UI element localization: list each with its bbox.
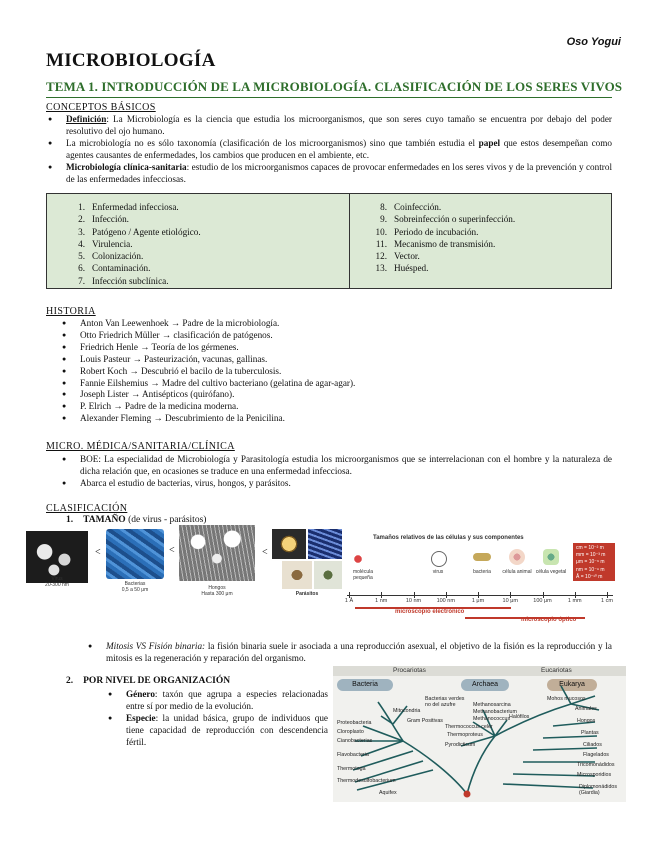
size-comparison-figure [26,531,346,631]
bacteria-label: Bacterias [124,581,146,587]
term-number: 4. [78,238,85,249]
term-number: 11. [375,238,387,249]
scale-title: Tamaños relativos de las células y sus componentes [373,535,524,541]
tree-label: Microsporidios [577,772,612,778]
eucariotas-label: Eucariotas [541,667,572,674]
scale-tick-label: 10 nm [405,598,422,604]
term-item [363,262,515,274]
optical-microscope-label: microscopio óptico [521,617,577,623]
tree-label: Tricomonádidos [577,762,615,768]
term-item [363,238,515,250]
virus-label: Virus [51,576,63,582]
parasite-caption: Parásitos [295,591,319,597]
history-item: ● Alexander Fleming → Descubrimiento de la Penicilina. [60,413,600,425]
tree-label: Thermotoga [337,766,366,772]
fungi-label: Hongos [208,585,226,591]
tree-label: Plantas [581,730,599,736]
term-text: Vector. [394,251,420,262]
author-name: Oso Yogui [566,36,621,48]
animal-cell-icon [509,549,525,565]
term-number: 8. [380,202,387,212]
list-item [46,137,612,161]
bacteria-domain-label: Bacteria [337,679,393,691]
list-item [86,640,612,664]
historia-list [60,318,600,425]
unit-line: μm = 10⁻⁶ m [576,559,605,566]
bacteria-image [106,529,164,579]
unit-line: cm = 10⁻² m [576,545,604,551]
genero-text: : taxón que agrupa a especies relacionadas entre sí por medio de la evolución. [126,689,328,711]
tree-label: Thermodesulfobacterium [337,778,396,784]
mitosis-text: la fisión binaria suele ir asociada a una reproducción asexual, el objetivo de la fisión es la reproducción y la mitosis es la regeneración y reparación del organismo. [106,641,612,663]
box-divider [349,194,350,288]
page-title: MICROBIOLOGÍA [46,50,216,71]
archaea-domain-label: Archaea [461,679,509,691]
nivel-term: POR NIVEL DE ORGANIZACIÓN [83,676,231,686]
tree-label: Mitocondria [393,708,421,714]
term-item [363,213,515,225]
scale-tick-label: 1 Å [344,598,354,604]
term-text: Infección. [92,214,129,225]
history-item: ● Anton Van Leewenhoek → Padre de la microbiología. [60,318,600,330]
tree-label: Thermoproteus [447,732,483,738]
parasite-image-1 [272,529,306,559]
term-number: 2. [78,214,85,225]
tamano-text: (de virus - parásitos) [125,515,207,525]
scale-tick-label: 1 mm [567,598,582,604]
tree-label: Cloroplasto [337,729,364,735]
history-item: ● Friedrich Henle → Teoría de los gérmenes. [60,342,600,354]
scale-tick-label: 100 nm [436,598,455,604]
term-item [61,275,201,287]
tamano-term: TAMAÑO [83,515,126,525]
virus-caption [26,576,88,588]
term-item [61,226,201,238]
animal-cell-label: célula animal [502,569,532,575]
bacteria-size: 0,5 a 50 μm [121,587,149,593]
text: que estos desempeñan como agentes causantes de enfermedades, los cambios que producen en el ambiente, etc. [66,138,612,160]
electron-microscope-label: microscopio electrónico [395,609,465,615]
term-text: Periodo de incubación. [394,226,479,237]
tree-label: Pyrodicticum [445,742,476,748]
molecule-label: molécula pequeña [352,569,373,581]
scale-tick-label: 1 cm [601,598,613,604]
section-historia-heading: HISTORIA [46,306,96,317]
bacteria-icon [473,553,491,561]
fungi-caption [179,585,255,597]
term-number: 9. [380,214,387,225]
less-than-sign: < [95,547,101,558]
mitosis-term: Mitosis VS Fisión binaria: [106,641,206,651]
term-item [61,213,201,225]
list-item [46,113,612,137]
tree-label: Halófilos [509,714,530,720]
parasite-image-3 [282,561,312,589]
eukarya-domain-label: Eukarya [547,679,597,691]
tree-label: Methanosarcina [473,702,511,708]
term-item [61,262,201,274]
term-text: Sobreinfección o superinfección. [394,214,516,225]
term-number: 1. [78,202,85,212]
term-text: Patógeno / Agente etiológico. [92,226,201,237]
term-text: Mecanismo de transmisión. [394,238,496,249]
genero-term: Género [126,689,155,699]
plant-cell-icon [543,549,559,565]
molecule-icon [351,553,365,565]
fungi-image [179,525,255,581]
bacteria-scale-label: bacteria [473,569,491,575]
section-conceptos-heading: CONCEPTOS BÁSICOS [46,102,156,113]
term-text: Contaminación. [92,263,151,274]
term-item [61,201,201,213]
scale-tick-label: 1 nm [375,598,388,604]
tree-label: Thermococcus celer [445,724,493,730]
tree-label: Hongos [577,718,596,724]
history-item: ● Robert Koch → Descubrió el bacilo de la tuberculosis. [60,366,600,378]
virus-scale-label: virus [432,569,444,575]
unit-line: Å = 10⁻¹⁰ m [576,573,603,580]
terms-box [46,193,612,289]
scale-axis [347,595,613,596]
tree-label: Diplomonádidos (Giardia) [579,784,617,796]
parasite-image-2 [308,529,342,559]
term-text: Virulencia. [92,238,133,249]
list-item: ● BOE: La especialidad de Microbiología y Parasitología estudia los microorganismos que se interrelacionan con el hombre y la naturaleza de dicha relación que, en ocasiones se traduce en una enfermedad infecciosa. [60,453,612,477]
scale-tick-label: 1 μm [471,598,485,604]
virus-icon [431,551,447,567]
item-number: 1. [66,515,74,525]
tree-label: Methanococcus [473,716,511,722]
tree-label: Bacterias verdes no del azufre [425,696,465,708]
scale-tick-label: 10 μm [502,598,518,604]
list-item [106,688,328,712]
term-number: 10. [375,226,387,237]
papel-term: papel [478,138,501,148]
unit-line: mm = 10⁻³ m [576,552,606,559]
tree-label: Aquifex [379,790,397,796]
tree-label: Ciliados [583,742,602,748]
less-than-sign: < [169,545,175,556]
mitosis-list [86,640,612,664]
especie-text: : la unidad básica, grupo de individuos que tiene capacidad de reproducción con descendencia fértil. [126,713,328,747]
nivel-heading [66,676,230,686]
phylogenetic-tree-figure [333,666,626,802]
definicion-text: : La Microbiología es la ciencia que estudia los microorganismos, que son seres cuyo tamaño se encuentra por debajo del poder resolutivo del ojo humano. [66,114,612,136]
history-item: ● P. Elrich → Padre de la medicina moderna. [60,401,600,413]
tree-label: Mohos mucosos [547,696,586,702]
units-box [573,543,615,581]
unit-line: nm = 10⁻⁹ m [576,566,605,573]
term-number: 13. [375,263,387,274]
tamano-heading [66,515,206,525]
term-item [363,201,515,213]
less-than-sign: < [262,547,268,558]
term-text: Coinfección. [394,202,442,212]
term-item [363,250,515,262]
size-scale-figure [345,531,615,626]
list-item [46,161,612,185]
terms-right-list [363,201,515,275]
term-number: 5. [78,251,85,262]
term-text: Enfermedad infecciosa. [92,202,179,212]
fungi-size: Hasta 300 μm [201,591,233,597]
clinica-text: : estudio de los microorganismos capaces de provocar enfermedades en los seres vivos y de la prevención y control de las enfermedades infecciosas. [66,162,612,184]
virus-size: 20-300 nm [45,582,69,588]
tree-label: Proteobacteria [337,720,372,726]
history-item: ● Otto Friedrich Müller → clasificación de patógenos. [60,330,600,342]
term-number: 3. [78,226,85,237]
term-item [61,250,201,262]
term-text: Colonización. [92,251,144,262]
especie-term: Especie [126,713,156,723]
tree-label: Methanobacterium [473,709,517,715]
section-micro-heading: MICRO. MÉDICA/SANITARIA/CLÍNICA [46,441,235,452]
history-item: ● Joseph Lister → Antisépticos (quirófano). [60,389,600,401]
item-number: 2. [66,676,74,686]
term-text: Infección subclínica. [92,275,169,286]
tree-label: Cianobacterias [337,738,373,744]
title-rule [46,97,612,98]
tree-label: Gram Positivas [407,718,443,724]
nivel-list [106,688,328,748]
term-number: 12. [375,251,387,262]
chapter-title: TEMA 1. INTRODUCCIÓN DE LA MICROBIOLOGÍA. CLASIFICACIÓN DE LOS SERES VIVOS [46,79,623,94]
tree-root [464,791,471,798]
terms-left-list [61,201,201,287]
history-item: ● Louis Pasteur → Pasteurización, vacunas, gallinas. [60,354,600,366]
procariotas-label: Procariotas [393,667,426,674]
tree-label: Flagelados [583,752,609,758]
tree-label: Flavobacteria [337,752,369,758]
clinica-term: Microbiología clínica-sanitaria [66,162,187,172]
bacteria-caption [106,581,164,593]
list-item: ● Abarca el estudio de bacterias, virus, hongos, y parásitos. [60,477,612,489]
scale-tick-label: 100 μm [533,598,552,604]
conceptos-list [46,113,612,185]
tree-label: Animales [575,706,597,712]
term-text: Huésped. [394,263,429,274]
section-clasificacion-heading: CLASIFICACIÓN [46,503,128,514]
micro-list [60,453,612,489]
definicion-term: Definición [66,114,107,124]
plant-cell-label: célula vegetal [535,569,567,575]
term-number: 7. [78,275,85,286]
text: La microbiología no es sólo taxonomía (clasificación de los microorganismos) sino que también estudia el [66,138,479,148]
term-item [363,226,515,238]
term-item [61,238,201,250]
term-number: 6. [78,263,85,274]
history-item: ● Fannie Eilshemius → Madre del cultivo bacteriano (gelatina de agar-agar). [60,378,600,390]
parasite-image-4 [314,561,342,589]
list-item [106,712,328,748]
